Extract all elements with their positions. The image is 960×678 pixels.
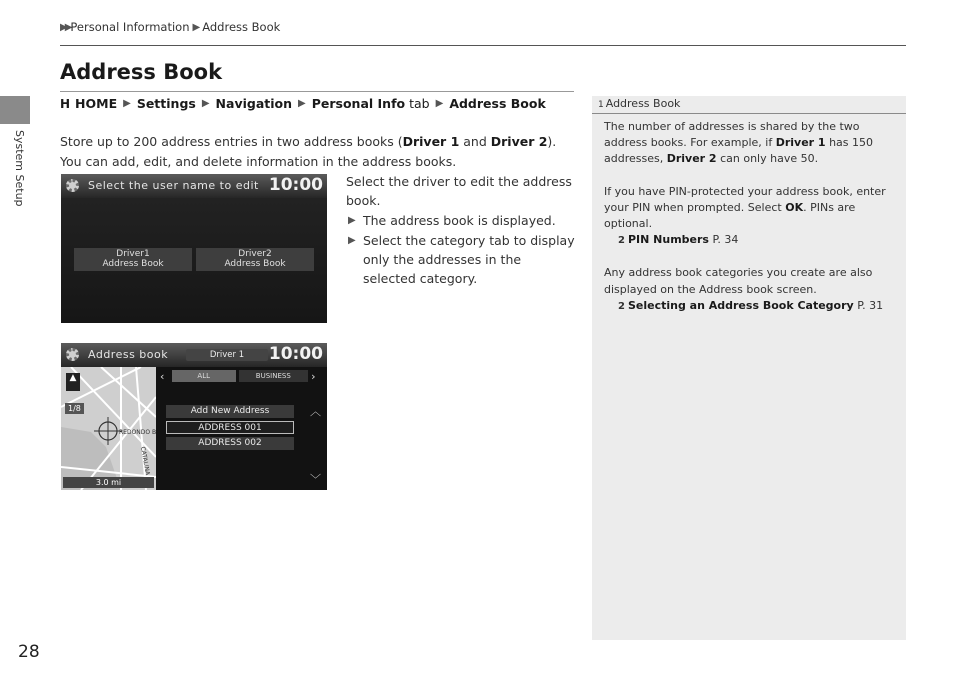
arrow-icon: ▶ (123, 98, 131, 109)
button-label: Address Book (224, 259, 286, 269)
step-result-text: The address book is displayed. (363, 213, 556, 228)
tab-business[interactable]: BUSINESS (239, 370, 309, 382)
note-title: Address Book (605, 97, 681, 110)
screen-clock: 10:00 (268, 175, 323, 195)
map-scale: 3.0 mi (63, 477, 154, 488)
note-text: can only have 50. (716, 152, 819, 166)
category-tabs (160, 369, 323, 383)
breadcrumb (60, 20, 280, 34)
address-list-item[interactable]: ADDRESS 001 (166, 421, 294, 434)
map-view[interactable] (61, 367, 156, 490)
scroll-down-icon[interactable]: ﹀ (310, 473, 321, 486)
menu-path-item: HOME (75, 96, 118, 111)
step-instructions (346, 172, 576, 288)
reference-icon: 2 (618, 235, 625, 247)
button-label: Driver1 (116, 249, 150, 259)
result-arrow-icon: ▶ (348, 215, 356, 226)
driver1-term: Driver 1 (402, 134, 460, 149)
home-icon: H (60, 96, 71, 111)
screen-title: Address book (88, 348, 169, 361)
step-result-text: Select the category tab to display only the addresses in the selected category. (363, 233, 575, 286)
chevron-right-icon[interactable]: › (311, 369, 316, 383)
arrow-icon: ▶ (201, 98, 210, 109)
intro-text: Store up to 200 address entries in two address books ( (60, 134, 403, 149)
page-title: Address Book (60, 60, 223, 84)
note-header (592, 96, 906, 114)
note-text: If you have PIN-protected your address book, enter your PIN when prompted. Select (604, 184, 886, 214)
note-marker: 1 (598, 100, 604, 110)
screen-clock: 10:00 (268, 344, 323, 364)
screen-title-bar (61, 343, 327, 367)
result-arrow-icon: ▶ (348, 235, 356, 246)
tab-all[interactable]: ALL (172, 370, 236, 382)
title-rule (60, 91, 574, 92)
north-arrow-icon[interactable]: ▲ (66, 373, 80, 391)
intro-paragraph (60, 132, 576, 172)
section-tab-marker (0, 96, 30, 124)
note-paragraph: Any address book categories you create are also displayed on the Address book screen. (604, 266, 873, 296)
settings-gear-icon (66, 179, 79, 192)
button-label: Address Book (102, 259, 164, 269)
screen-title-bar (61, 174, 327, 198)
cross-reference[interactable] (604, 232, 894, 249)
side-note (592, 96, 906, 640)
driver2-address-book-button[interactable] (196, 248, 314, 271)
breadcrumb-arrow-icon: ▶▶ (60, 21, 70, 33)
side-section-label: System Setup (13, 130, 26, 207)
step-result (346, 211, 576, 230)
breadcrumb-arrow-icon: ▶ (192, 21, 201, 33)
note-term: OK (785, 200, 804, 214)
driver-indicator: Driver 1 (186, 349, 268, 361)
spacer (604, 168, 894, 184)
reference-page: P. 31 (857, 298, 884, 312)
screenshot-select-user (61, 174, 327, 323)
menu-path-item: Personal Info (311, 96, 406, 111)
note-paragraph (604, 184, 894, 233)
map-zoom-level: 1/8 (65, 403, 84, 414)
reference-label: PIN Numbers (627, 233, 709, 247)
menu-path-item: Address Book (449, 96, 546, 111)
page-number: 28 (18, 642, 40, 662)
reference-page: P. 34 (712, 233, 739, 247)
address-list-item[interactable]: ADDRESS 002 (166, 437, 294, 450)
scroll-up-icon[interactable]: ︿ (310, 405, 321, 418)
map-label: CATALINA (139, 446, 151, 476)
screenshot-address-book (61, 343, 327, 490)
arrow-icon: ▶ (298, 98, 306, 109)
settings-gear-icon (66, 348, 79, 361)
menu-path-item: Navigation (215, 96, 293, 111)
spacer (604, 249, 894, 265)
menu-path (60, 96, 546, 111)
note-text: has 150 addresses, (604, 136, 874, 166)
reference-icon: 2 (618, 300, 625, 312)
menu-path-tab-word: tab (409, 96, 430, 111)
address-list-panel (156, 367, 327, 490)
add-new-address-button[interactable]: Add New Address (166, 405, 294, 418)
step-instruction: Select the driver to edit the address book. (346, 174, 572, 208)
breadcrumb-item[interactable]: Address Book (202, 20, 281, 34)
cross-reference[interactable] (604, 298, 894, 315)
breadcrumb-item[interactable]: Personal Information (70, 20, 190, 34)
note-text: The number of addresses is shared by the two address books. For example, if (604, 120, 860, 150)
step-result (346, 231, 576, 288)
arrow-icon: ▶ (435, 98, 444, 109)
header-rule (60, 45, 906, 46)
intro-text: ). You can add, edit, and delete information in the address books. (60, 134, 557, 169)
note-text: . PINs are optional. (604, 200, 856, 231)
note-term: Driver 2 (666, 152, 717, 166)
button-label: Driver2 (238, 249, 272, 259)
menu-path-item: Settings (136, 96, 196, 111)
intro-text: and (459, 134, 491, 149)
reference-label: Selecting an Address Book Category (627, 298, 854, 312)
note-term: Driver 1 (775, 136, 826, 150)
note-paragraph (604, 119, 894, 168)
screen-title: Select the user name to edit (88, 179, 259, 192)
chevron-left-icon[interactable]: ‹ (160, 369, 165, 383)
map-label: REDONDO B (119, 429, 156, 436)
driver1-address-book-button[interactable] (74, 248, 192, 271)
note-body (604, 119, 894, 315)
driver2-term: Driver 2 (490, 134, 548, 149)
